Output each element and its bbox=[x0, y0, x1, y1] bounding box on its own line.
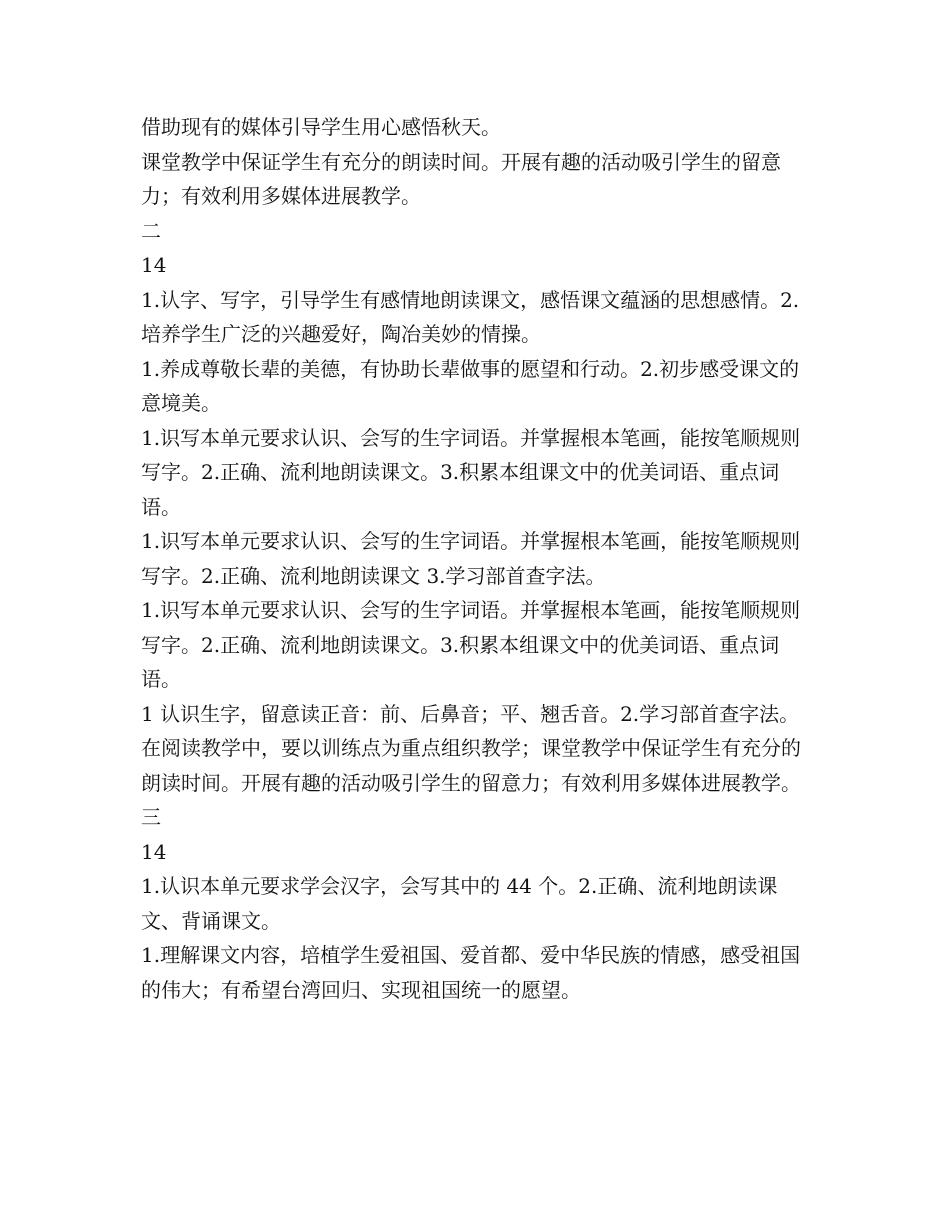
paragraph-unit2-goal-6: 1 认识生字，留意读正音：前、后鼻音；平、翘舌音。2.学习部首查字法。 bbox=[141, 701, 800, 726]
paragraph-unit2-teaching: 在阅读教学中，要以训练点为重点组织教学；课堂教学中保证学生有充分的朗读时间。开展有趣的活动吸引学生的留意力；有效利用多媒体进展教学。 bbox=[141, 736, 801, 795]
unit-hours-two: 14 bbox=[141, 253, 167, 277]
paragraph-unit3-goal-2: 1.理解课文内容，培植学生爱祖国、爱首都、爱中华民族的情感，感受祖国的伟大；有希望台湾回归、实现祖国统一的愿望。 bbox=[141, 943, 801, 1002]
paragraph-media-guidance: 借助现有的媒体引导学生用心感悟秋天。 bbox=[141, 115, 501, 139]
paragraph-unit2-goal-3: 1.识写本单元要求认识、会写的生字词语。并掌握根本笔画，能按笔顺规则写字。2.正确、流利地朗读课文。3.积累本组课文中的优美词语、重点词语。 bbox=[141, 425, 801, 519]
document-page bbox=[141, 110, 813, 1007]
unit-number-three: 三 bbox=[141, 805, 161, 829]
paragraph-unit2-goal-5: 1.识写本单元要求认识、会写的生字词语。并掌握根本笔画，能按笔顺规则写字。2.正确、流利地朗读课文。3.积累本组课文中的优美词语、重点词语。 bbox=[141, 598, 801, 691]
unit-number-two: 二 bbox=[141, 218, 161, 243]
paragraph-unit3-goal-1: 1.认识本单元要求学会汉字，会写其中的 44 个。2.正确、流利地朗读课文、背诵课文。 bbox=[141, 874, 778, 933]
paragraph-unit2-goal-1: 1.认字、写字，引导学生有感情地朗读课文，感悟课文蕴涵的思想感情。2.培养学生广泛的兴趣爱好，陶冶美妙的情操。 bbox=[141, 287, 800, 346]
paragraph-classroom-reading: 课堂教学中保证学生有充分的朗读时间。开展有趣的活动吸引学生的留意力；有效利用多媒体进展教学。 bbox=[141, 149, 781, 208]
unit-hours-three: 14 bbox=[141, 839, 167, 864]
paragraph-unit2-goal-4: 1.识写本单元要求认识、会写的生字词语。并掌握根本笔画，能按笔顺规则写字。2.正确、流利地朗读课文 3.学习部首查字法。 bbox=[141, 529, 801, 588]
paragraph-unit2-goal-2: 1.养成尊敬长辈的美德，有协助长辈做事的愿望和行动。2.初步感受课文的意境美。 bbox=[141, 356, 800, 415]
